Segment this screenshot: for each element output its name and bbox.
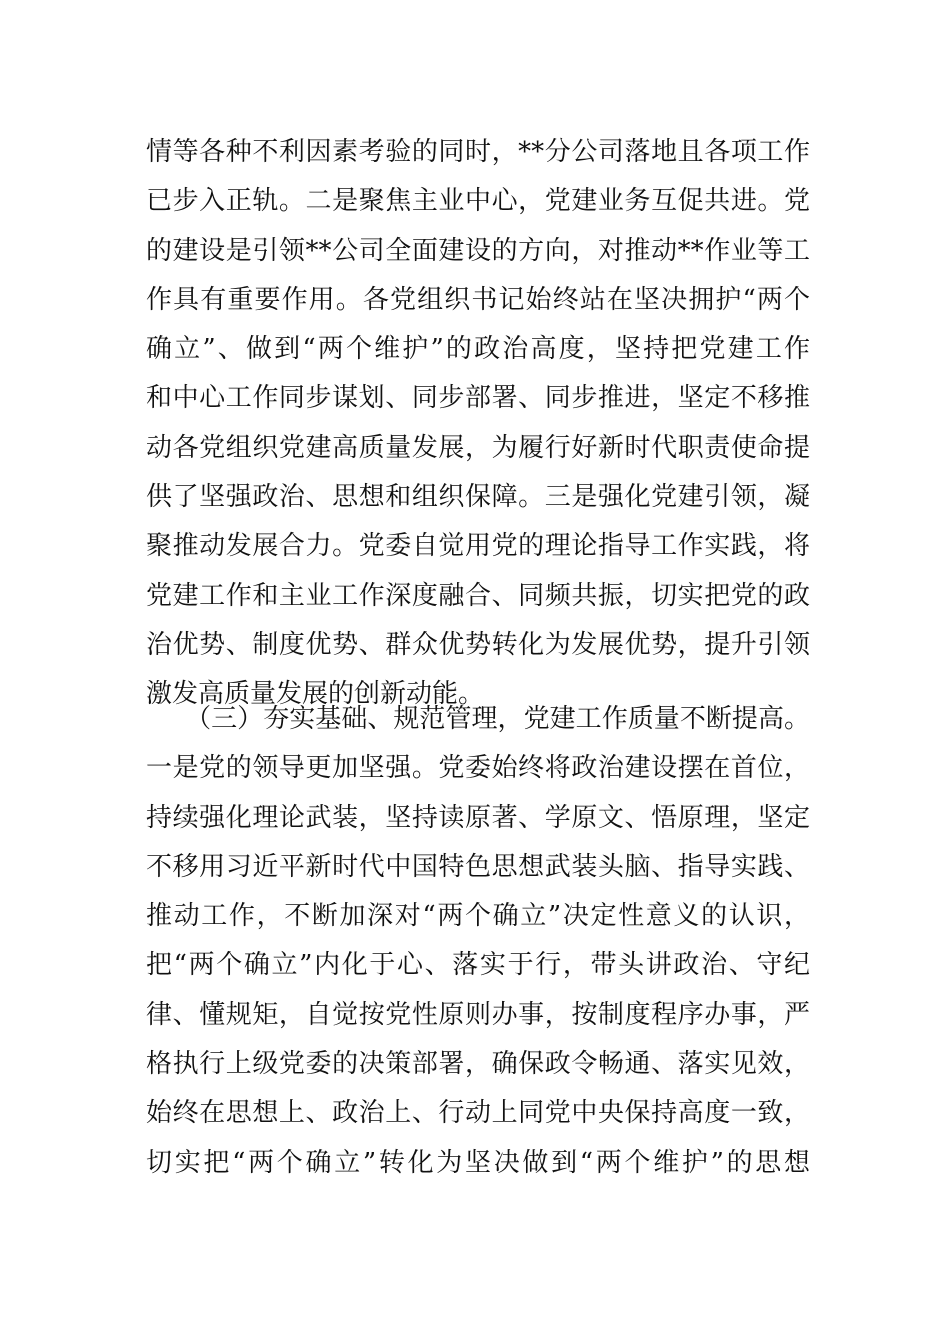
text-line: 的建设是引领**公司全面建设的方向，对推动**作业等工	[146, 235, 810, 266]
section-heading-line: （三）夯实基础、规范管理，党建工作质量不断提高。	[146, 704, 810, 734]
paragraph-1	[146, 128, 810, 720]
text-line: 切实把“两个确立”转化为坚决做到“两个维护”的思想	[146, 1147, 810, 1178]
text-line: 动各党组织党建高质量发展，为履行好新时代职责使命提	[146, 432, 810, 463]
text-line: 供了坚强政治、思想和组织保障。三是强化党建引领，凝	[146, 482, 810, 513]
text-line: 一是党的领导更加坚强。党委始终将政治建设摆在首位，	[146, 753, 810, 784]
text-line: 和中心工作同步谋划、同步部署、同步推进，坚定不移推	[146, 383, 810, 414]
text-line: 律、懂规矩，自觉按党性原则办事，按制度程序办事，严	[146, 999, 810, 1030]
text-line: 已步入正轨。二是聚焦主业中心，党建业务互促共进。党	[146, 186, 810, 217]
text-line: 把“两个确立”内化于心、落实于行，带头讲政治、守纪	[146, 950, 810, 981]
text-line: 不移用习近平新时代中国特色思想武装头脑、指导实践、	[146, 851, 810, 882]
paragraph-2	[146, 695, 810, 1188]
text-line: 持续强化理论武装，坚持读原著、学原文、悟原理，坚定	[146, 802, 810, 833]
text-line: 治优势、制度优势、群众优势转化为发展优势，提升引领	[146, 629, 810, 660]
text-line: 激发高质量发展的创新动能。	[146, 679, 485, 710]
text-line: 党建工作和主业工作深度融合、同频共振，切实把党的政	[146, 580, 810, 611]
text-line: 作具有重要作用。各党组织书记始终站在坚决拥护“两个	[146, 284, 810, 315]
text-line: 推动工作，不断加深对“两个确立”决定性意义的认识，	[146, 901, 810, 932]
text-line: 始终在思想上、政治上、行动上同党中央保持高度一致，	[146, 1098, 810, 1129]
text-line: 聚推动发展合力。党委自觉用党的理论指导工作实践，将	[146, 531, 810, 562]
text-line: 确立”、做到“两个维护”的政治高度，坚持把党建工作	[146, 334, 810, 365]
text-line: 格执行上级党委的决策部署，确保政令畅通、落实见效，	[146, 1049, 810, 1080]
text-line: 情等各种不利因素考验的同时，**分公司落地且各项工作	[146, 137, 810, 167]
